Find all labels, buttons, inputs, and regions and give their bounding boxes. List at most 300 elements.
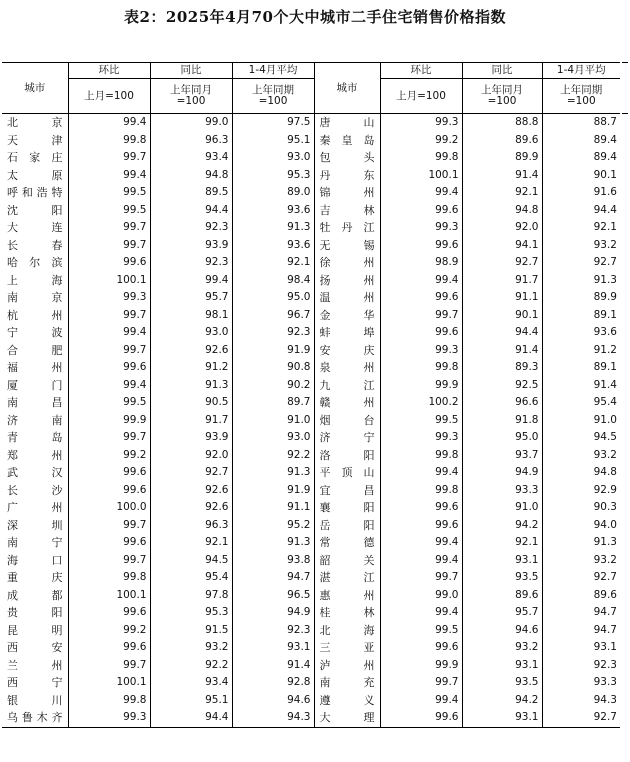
avg-value-cell: 91.9: [232, 342, 314, 360]
city-name-cell: 常 德: [314, 534, 380, 552]
yoy-value-cell: 92.6: [150, 482, 232, 500]
avg-value-cell: 94.3: [232, 709, 314, 727]
yoy-value-cell: 89.6: [462, 132, 542, 150]
city-name-cell: 昆 明: [7, 623, 63, 637]
mom-value-cell: 99.9: [68, 412, 150, 430]
yoy-value-cell: 95.1: [150, 692, 232, 710]
avg-value-cell: 93.1: [232, 639, 314, 657]
mom-value-cell: 100.0: [68, 499, 150, 517]
avg-value-cell: 95.1: [232, 132, 314, 150]
mom-value-cell: 99.6: [380, 499, 462, 517]
table-row: [2, 324, 620, 342]
city-name-cell: 岳 阳: [314, 517, 380, 535]
yoy-value-cell: 93.1: [462, 552, 542, 570]
city-name-cell: 长 春: [7, 238, 63, 252]
mom-value-cell: 99.7: [380, 307, 462, 325]
mom-header: 环比: [380, 63, 462, 79]
mom-base-header: 上月=100: [68, 79, 150, 114]
yoy-base-header: 上年同月=100: [150, 79, 232, 114]
city-name-cell: 北 京: [7, 116, 63, 129]
yoy-value-cell: 94.2: [462, 692, 542, 710]
mom-value-cell: 99.7: [68, 237, 150, 255]
avg-value-cell: 92.3: [232, 622, 314, 640]
mom-value-cell: 99.6: [380, 202, 462, 220]
city-name-cell: 韶 关: [314, 552, 380, 570]
yoy-value-cell: 92.7: [462, 254, 542, 272]
avg-value-cell: 89.4: [542, 132, 620, 150]
table-row: [2, 639, 620, 657]
table-row: [2, 167, 620, 185]
mom-value-cell: 99.9: [380, 377, 462, 395]
city-name-cell: 秦 皇 岛: [314, 132, 380, 150]
yoy-value-cell: 94.2: [462, 517, 542, 535]
mom-value-cell: 99.3: [68, 289, 150, 307]
city-name-cell: 锦 州: [314, 184, 380, 202]
city-name-cell: 无 锡: [314, 237, 380, 255]
avg-value-cell: 89.0: [232, 184, 314, 202]
yoy-value-cell: 92.1: [462, 184, 542, 202]
avg-value-cell: 91.4: [232, 657, 314, 675]
avg-value-cell: 89.7: [232, 394, 314, 412]
yoy-value-cell: 91.2: [150, 359, 232, 377]
table-row: [2, 534, 620, 552]
yoy-base-header: 上年同月=100: [462, 79, 542, 114]
mom-value-cell: 99.4: [380, 692, 462, 710]
yoy-value-cell: 91.0: [462, 499, 542, 517]
yoy-value-cell: 96.3: [150, 132, 232, 150]
yoy-header: 同比: [150, 63, 232, 79]
mom-value-cell: 99.4: [380, 604, 462, 622]
avg-value-cell: 91.0: [542, 412, 620, 430]
yoy-value-cell: 93.2: [150, 639, 232, 657]
mom-value-cell: 100.1: [380, 167, 462, 185]
mom-value-cell: 99.9: [380, 657, 462, 675]
yoy-value-cell: 93.4: [150, 674, 232, 692]
yoy-value-cell: 93.7: [462, 447, 542, 465]
yoy-value-cell: 94.6: [462, 622, 542, 640]
yoy-value-cell: 92.6: [150, 342, 232, 360]
yoy-value-cell: 93.0: [150, 324, 232, 342]
city-name-cell: 金 华: [314, 307, 380, 325]
table-row: [2, 219, 620, 237]
mom-value-cell: 99.4: [380, 552, 462, 570]
city-name-cell: 兰 州: [7, 658, 63, 672]
city-name-cell: 惠 州: [314, 587, 380, 605]
table-row: [2, 552, 620, 570]
avg-value-cell: 91.2: [542, 342, 620, 360]
mom-value-cell: 99.7: [68, 657, 150, 675]
table-body: [2, 114, 620, 728]
city-name-cell: 深 圳: [7, 518, 63, 532]
avg-value-cell: 91.3: [232, 464, 314, 482]
yoy-value-cell: 95.7: [150, 289, 232, 307]
mom-value-cell: 99.7: [380, 569, 462, 587]
yoy-value-cell: 97.8: [150, 587, 232, 605]
mom-value-cell: 99.5: [68, 394, 150, 412]
city-name-cell: 扬 州: [314, 272, 380, 290]
mom-value-cell: 99.7: [68, 219, 150, 237]
mom-value-cell: 99.0: [380, 587, 462, 605]
yoy-value-cell: 88.8: [462, 114, 542, 132]
avg-value-cell: 90.2: [232, 377, 314, 395]
avg-value-cell: 98.4: [232, 272, 314, 290]
city-name-cell: 北 海: [314, 622, 380, 640]
mom-header: 环比: [68, 63, 150, 79]
city-name-cell: 太 原: [7, 168, 63, 182]
mom-value-cell: 99.7: [68, 342, 150, 360]
table-row: [2, 359, 620, 377]
table-row: [2, 569, 620, 587]
mom-value-cell: 99.4: [380, 272, 462, 290]
avg-value-cell: 90.1: [542, 167, 620, 185]
city-name-cell: 南 充: [314, 674, 380, 692]
avg-base-header: 上年同期=100: [232, 79, 314, 114]
avg-value-cell: 94.7: [542, 622, 620, 640]
mom-value-cell: 99.7: [68, 517, 150, 535]
avg-value-cell: 95.4: [542, 394, 620, 412]
avg-value-cell: 89.9: [542, 289, 620, 307]
city-name-cell: 大 理: [314, 709, 380, 727]
city-name-cell: 哈 尔 滨: [7, 256, 63, 269]
avg-value-cell: 93.2: [542, 237, 620, 255]
avg-value-cell: 88.7: [542, 114, 620, 132]
yoy-value-cell: 93.1: [462, 709, 542, 727]
city-name-cell: 杭 州: [7, 308, 63, 322]
yoy-value-cell: 95.7: [462, 604, 542, 622]
avg-value-cell: 91.3: [542, 272, 620, 290]
city-name-cell: 泉 州: [314, 359, 380, 377]
mom-value-cell: 99.6: [68, 254, 150, 272]
yoy-value-cell: 92.3: [150, 254, 232, 272]
yoy-value-cell: 92.0: [462, 219, 542, 237]
avg-value-cell: 92.1: [542, 219, 620, 237]
yoy-value-cell: 95.0: [462, 429, 542, 447]
yoy-value-cell: 99.0: [150, 114, 232, 132]
mom-value-cell: 99.5: [380, 622, 462, 640]
mom-value-cell: 99.3: [68, 709, 150, 727]
avg-value-cell: 89.1: [542, 307, 620, 325]
table-row: [2, 412, 620, 430]
avg-header: 1-4月平均: [232, 63, 314, 79]
mom-value-cell: 99.7: [380, 674, 462, 692]
table-row: [2, 149, 620, 167]
city-name-cell: 南 昌: [7, 396, 63, 409]
yoy-value-cell: 91.7: [150, 412, 232, 430]
city-name-cell: 济 宁: [314, 429, 380, 447]
mom-value-cell: 99.7: [68, 307, 150, 325]
avg-value-cell: 94.3: [542, 692, 620, 710]
mom-value-cell: 99.8: [68, 569, 150, 587]
avg-value-cell: 93.2: [542, 552, 620, 570]
city-name-cell: 遵 义: [314, 692, 380, 710]
mom-value-cell: 99.8: [68, 692, 150, 710]
yoy-value-cell: 92.2: [150, 657, 232, 675]
city-name-cell: 烟 台: [314, 412, 380, 430]
yoy-value-cell: 91.4: [462, 342, 542, 360]
city-header: 城市: [314, 63, 380, 114]
mom-value-cell: 99.7: [68, 429, 150, 447]
mom-value-cell: 99.2: [68, 622, 150, 640]
table-row: [2, 202, 620, 220]
yoy-value-cell: 90.5: [150, 394, 232, 412]
yoy-header: 同比: [462, 63, 542, 79]
mom-value-cell: 99.6: [380, 639, 462, 657]
city-name-cell: 福 州: [7, 361, 63, 374]
mom-value-cell: 99.2: [380, 132, 462, 150]
city-name-cell: 长 沙: [7, 483, 63, 497]
yoy-value-cell: 94.1: [462, 237, 542, 255]
city-name-cell: 三 亚: [314, 639, 380, 657]
yoy-value-cell: 92.5: [462, 377, 542, 395]
mom-value-cell: 99.6: [380, 237, 462, 255]
city-name-cell: 温 州: [314, 289, 380, 307]
avg-value-cell: 92.3: [232, 324, 314, 342]
city-name-cell: 上 海: [7, 273, 63, 287]
price-index-table: [2, 62, 620, 728]
yoy-value-cell: 95.4: [150, 569, 232, 587]
table-row: [2, 377, 620, 395]
table-row: [2, 114, 620, 132]
table-row: [2, 447, 620, 465]
avg-value-cell: 92.2: [232, 447, 314, 465]
avg-value-cell: 94.6: [232, 692, 314, 710]
yoy-value-cell: 94.8: [150, 167, 232, 185]
table-row: [2, 587, 620, 605]
mom-value-cell: 99.6: [380, 289, 462, 307]
header-row-2: [2, 79, 620, 114]
city-name-cell: 乌鲁木齐: [2, 709, 68, 727]
yoy-value-cell: 99.4: [150, 272, 232, 290]
avg-value-cell: 91.3: [232, 534, 314, 552]
avg-value-cell: 94.0: [542, 517, 620, 535]
mom-value-cell: 99.3: [380, 114, 462, 132]
city-name-cell: 天 津: [7, 133, 63, 147]
avg-value-cell: 90.3: [542, 499, 620, 517]
city-name-cell: 桂 林: [314, 604, 380, 622]
city-name-cell: 成 都: [7, 588, 63, 602]
avg-value-cell: 92.3: [542, 657, 620, 675]
table-row: [2, 604, 620, 622]
avg-value-cell: 92.9: [542, 482, 620, 500]
table-row: [2, 342, 620, 360]
yoy-value-cell: 94.4: [150, 709, 232, 727]
city-name-cell: 九 江: [314, 377, 380, 395]
mom-value-cell: 99.4: [68, 167, 150, 185]
yoy-value-cell: 94.8: [462, 202, 542, 220]
mom-value-cell: 99.6: [68, 464, 150, 482]
city-header: 城市: [2, 63, 68, 114]
mom-value-cell: 99.6: [68, 604, 150, 622]
city-name-cell: 济 南: [7, 413, 63, 427]
mom-value-cell: 99.6: [380, 709, 462, 727]
yoy-value-cell: 93.5: [462, 569, 542, 587]
mom-value-cell: 99.8: [380, 149, 462, 167]
table-row: [2, 237, 620, 255]
city-name-cell: 蚌 埠: [314, 324, 380, 342]
avg-value-cell: 95.3: [232, 167, 314, 185]
yoy-value-cell: 92.1: [150, 534, 232, 552]
mom-value-cell: 99.4: [380, 534, 462, 552]
avg-value-cell: 91.6: [542, 184, 620, 202]
yoy-value-cell: 91.8: [462, 412, 542, 430]
mom-value-cell: 99.6: [68, 359, 150, 377]
city-name-cell: 南 宁: [7, 536, 63, 549]
mom-value-cell: 99.3: [380, 429, 462, 447]
city-name-cell: 丹 东: [314, 167, 380, 185]
city-name-cell: 厦 门: [7, 378, 63, 392]
mom-value-cell: 99.4: [68, 324, 150, 342]
yoy-value-cell: 90.1: [462, 307, 542, 325]
avg-value-cell: 93.0: [232, 429, 314, 447]
avg-value-cell: 93.6: [542, 324, 620, 342]
avg-value-cell: 93.6: [232, 202, 314, 220]
mom-value-cell: 100.2: [380, 394, 462, 412]
table-row: [2, 482, 620, 500]
avg-value-cell: 93.1: [542, 639, 620, 657]
yoy-value-cell: 89.6: [462, 587, 542, 605]
table-row: [2, 254, 620, 272]
yoy-value-cell: 93.1: [462, 657, 542, 675]
city-name-cell: 广 州: [7, 501, 63, 514]
table-row: [2, 674, 620, 692]
table-row: [2, 692, 620, 710]
city-name-cell: 沈 阳: [7, 203, 63, 217]
yoy-value-cell: 92.6: [150, 499, 232, 517]
city-name-cell: 西 安: [7, 641, 63, 654]
mom-value-cell: 99.4: [380, 184, 462, 202]
avg-value-cell: 91.1: [232, 499, 314, 517]
avg-base-header: 上年同期=100: [542, 79, 620, 114]
yoy-value-cell: 93.9: [150, 429, 232, 447]
yoy-value-cell: 91.5: [150, 622, 232, 640]
avg-value-cell: 91.9: [232, 482, 314, 500]
yoy-value-cell: 91.3: [150, 377, 232, 395]
table-row: [2, 289, 620, 307]
city-name-cell: 吉 林: [314, 202, 380, 220]
mom-value-cell: 99.4: [380, 464, 462, 482]
avg-value-cell: 96.7: [232, 307, 314, 325]
yoy-value-cell: 96.6: [462, 394, 542, 412]
avg-header: 1-4月平均: [542, 63, 620, 79]
city-name-cell: 重 庆: [7, 571, 63, 584]
avg-value-cell: 92.8: [232, 674, 314, 692]
mom-value-cell: 99.6: [380, 324, 462, 342]
table-row: [2, 517, 620, 535]
yoy-value-cell: 94.9: [462, 464, 542, 482]
avg-value-cell: 89.1: [542, 359, 620, 377]
header-row-1: [2, 63, 620, 79]
mom-value-cell: 99.8: [380, 482, 462, 500]
avg-value-cell: 92.7: [542, 709, 620, 727]
mom-value-cell: 99.5: [68, 184, 150, 202]
avg-value-cell: 93.6: [232, 237, 314, 255]
mom-value-cell: 99.4: [68, 114, 150, 132]
avg-value-cell: 94.9: [232, 604, 314, 622]
city-name-cell: 平 顶 山: [314, 464, 380, 482]
yoy-value-cell: 91.7: [462, 272, 542, 290]
mom-value-cell: 99.4: [68, 377, 150, 395]
city-name-cell: 安 庆: [314, 342, 380, 360]
avg-value-cell: 95.0: [232, 289, 314, 307]
mom-value-cell: 100.1: [68, 587, 150, 605]
yoy-value-cell: 92.1: [462, 534, 542, 552]
city-name-cell: 唐 山: [314, 114, 380, 132]
mom-value-cell: 99.7: [68, 552, 150, 570]
mom-value-cell: 99.8: [380, 359, 462, 377]
yoy-value-cell: 89.5: [150, 184, 232, 202]
right-edge-tick: [622, 113, 628, 114]
city-name-cell: 南 京: [7, 291, 63, 304]
yoy-value-cell: 91.4: [462, 167, 542, 185]
city-name-cell: 贵 阳: [7, 606, 63, 619]
mom-value-cell: 99.6: [68, 534, 150, 552]
yoy-value-cell: 96.3: [150, 517, 232, 535]
table-row: [2, 429, 620, 447]
avg-value-cell: 92.7: [542, 254, 620, 272]
city-name-cell: 西 宁: [7, 676, 63, 689]
yoy-value-cell: 94.4: [150, 202, 232, 220]
city-name-cell: 呼和浩特: [7, 186, 63, 199]
table-row: [2, 622, 620, 640]
avg-value-cell: 91.3: [232, 219, 314, 237]
mom-value-cell: 99.3: [380, 342, 462, 360]
yoy-value-cell: 92.3: [150, 219, 232, 237]
yoy-value-cell: 93.9: [150, 237, 232, 255]
yoy-value-cell: 93.3: [462, 482, 542, 500]
avg-value-cell: 94.5: [542, 429, 620, 447]
yoy-value-cell: 92.0: [150, 447, 232, 465]
table-row: [2, 184, 620, 202]
yoy-value-cell: 89.9: [462, 149, 542, 167]
yoy-value-cell: 95.3: [150, 604, 232, 622]
mom-base-header: 上月=100: [380, 79, 462, 114]
mom-value-cell: 98.9: [380, 254, 462, 272]
mom-value-cell: 99.6: [68, 482, 150, 500]
mom-value-cell: 99.6: [68, 639, 150, 657]
avg-value-cell: 94.7: [232, 569, 314, 587]
avg-value-cell: 96.5: [232, 587, 314, 605]
city-name-cell: 牡 丹 江: [314, 219, 380, 237]
city-name-cell: 泸 州: [314, 657, 380, 675]
yoy-value-cell: 89.3: [462, 359, 542, 377]
yoy-value-cell: 94.5: [150, 552, 232, 570]
avg-value-cell: 94.4: [542, 202, 620, 220]
city-name-cell: 徐 州: [314, 254, 380, 272]
yoy-value-cell: 93.2: [462, 639, 542, 657]
avg-value-cell: 95.2: [232, 517, 314, 535]
yoy-value-cell: 93.5: [462, 674, 542, 692]
table-row: [2, 307, 620, 325]
avg-value-cell: 91.3: [542, 534, 620, 552]
avg-value-cell: 92.1: [232, 254, 314, 272]
avg-value-cell: 94.8: [542, 464, 620, 482]
table-row: [2, 272, 620, 290]
avg-value-cell: 97.5: [232, 114, 314, 132]
table-row: [2, 132, 620, 150]
table-row: [2, 657, 620, 675]
yoy-value-cell: 91.1: [462, 289, 542, 307]
avg-value-cell: 93.2: [542, 447, 620, 465]
yoy-value-cell: 94.4: [462, 324, 542, 342]
mom-value-cell: 99.5: [380, 412, 462, 430]
avg-value-cell: 91.4: [542, 377, 620, 395]
city-name-cell: 包 头: [314, 149, 380, 167]
mom-value-cell: 100.1: [68, 272, 150, 290]
city-name-cell: 襄 阳: [314, 499, 380, 517]
city-name-cell: 赣 州: [314, 394, 380, 412]
table-row: [2, 464, 620, 482]
mom-value-cell: 99.5: [68, 202, 150, 220]
